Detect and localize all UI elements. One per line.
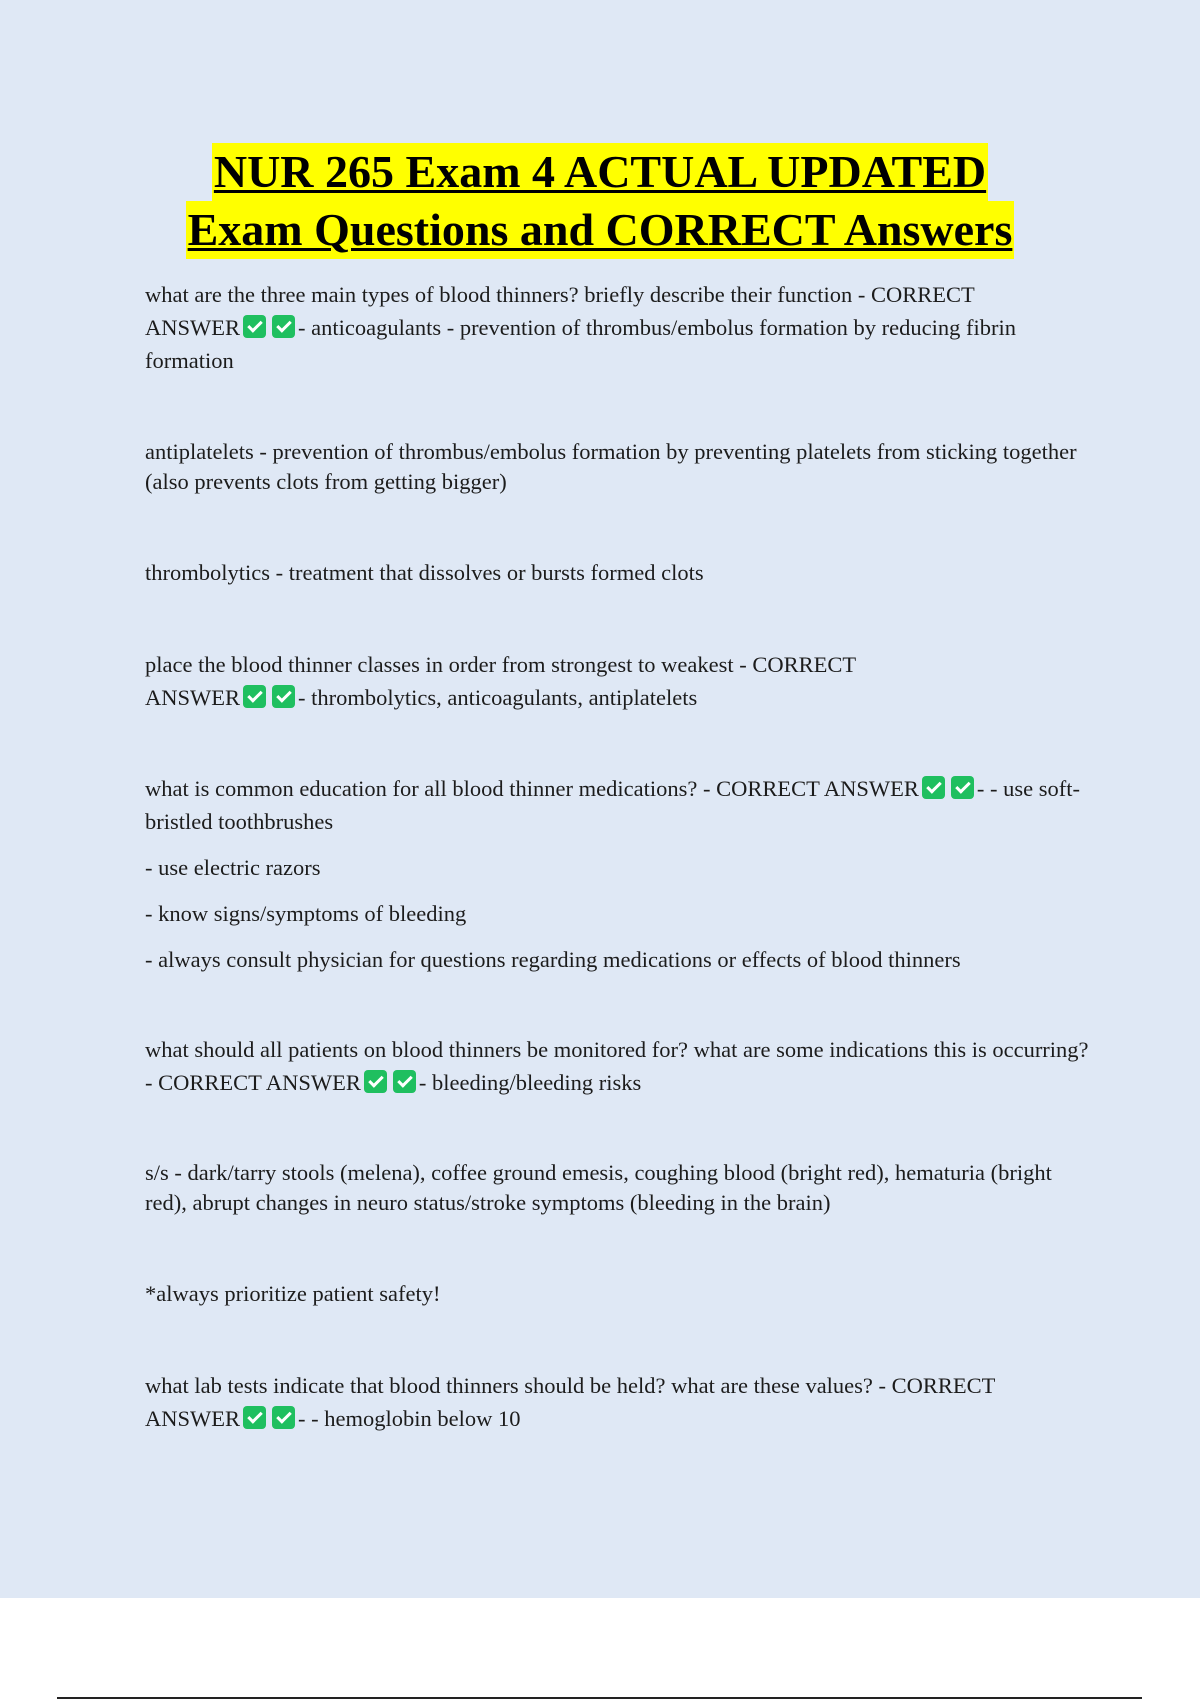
checkmark-box-icon — [243, 685, 266, 708]
qa-paragraph — [145, 772, 1090, 838]
answer-text: - - use soft-bristled toothbrushes — [145, 776, 1080, 834]
answer-text: - - hemoglobin below 10 — [298, 1406, 521, 1431]
note-paragraph: *always prioritize patient safety! — [145, 1281, 441, 1306]
checkmark-box-icon — [272, 685, 295, 708]
document-title — [0, 143, 1200, 259]
checkmark-box-icon — [951, 776, 974, 799]
answer-text: - thrombolytics, anticoagulants, antiplatelets — [298, 685, 698, 710]
question-text: what should all patients on blood thinners be monitored for? what are some indications this is occurring? - CORRECT ANSWER — [145, 1037, 1089, 1095]
title-line-2: Exam Questions and CORRECT Answers — [186, 201, 1015, 259]
bullet-item: - use electric razors — [145, 855, 321, 880]
title-line-1: NUR 265 Exam 4 ACTUAL UPDATED — [212, 143, 988, 201]
question-text: what is common education for all blood thinner medications? - CORRECT ANSWER — [145, 776, 919, 801]
answer-text: - anticoagulants - prevention of thrombus/embolus formation by reducing fibrin formation — [145, 315, 1016, 373]
qa-paragraph — [145, 648, 1090, 714]
answer-text: - bleeding/bleeding risks — [418, 1070, 642, 1095]
answer-paragraph: s/s - dark/tarry stools (melena), coffee ground emesis, coughing blood (bright red), hematuria (bright red), abrupt changes in neuro status/stroke symptoms (bleeding in the brain) — [145, 1160, 1052, 1215]
answer-label: ANSWER — [145, 315, 240, 340]
qa-paragraph — [145, 1033, 1090, 1099]
document-body — [145, 278, 1090, 1435]
checkmark-box-icon — [364, 1070, 387, 1093]
bullet-item: - know signs/symptoms of bleeding — [145, 901, 467, 926]
footer-divider — [57, 1697, 1142, 1699]
checkmark-box-icon — [922, 776, 945, 799]
answer-paragraph: thrombolytics - treatment that dissolves or bursts formed clots — [145, 560, 704, 585]
checkmark-box-icon — [243, 1406, 266, 1429]
checkmark-box-icon — [393, 1070, 416, 1093]
checkmark-box-icon — [272, 315, 295, 338]
question-text: place the blood thinner classes in order from strongest to weakest - CORRECT — [145, 652, 857, 677]
question-text: what lab tests indicate that blood thinners should be held? what are these values? - CORRECT — [145, 1373, 996, 1398]
qa-paragraph — [145, 278, 1090, 377]
checkmark-box-icon — [243, 315, 266, 338]
question-text: what are the three main types of blood thinners? briefly describe their function - CORRECT — [145, 282, 975, 307]
answer-label: ANSWER — [145, 1406, 240, 1431]
answer-label: ANSWER — [145, 685, 240, 710]
answer-paragraph: antiplatelets - prevention of thrombus/embolus formation by preventing platelets from sticking together (also prevents clots from getting bigger) — [145, 439, 1077, 494]
qa-paragraph — [145, 1369, 1090, 1435]
bullet-item: - always consult physician for questions regarding medications or effects of blood thinners — [145, 947, 961, 972]
checkmark-box-icon — [272, 1406, 295, 1429]
